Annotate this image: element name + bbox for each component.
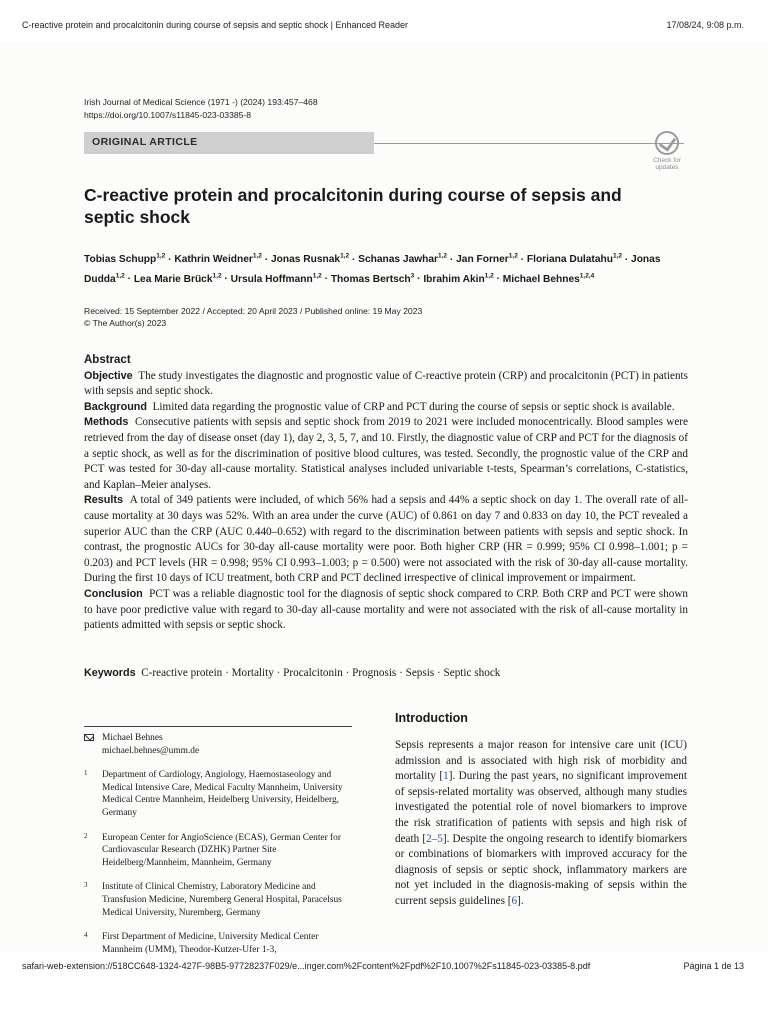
author-name: Jan Forner — [456, 254, 509, 266]
author[interactable] — [423, 274, 493, 285]
author[interactable] — [271, 254, 349, 265]
citation-link[interactable]: 2–5 — [426, 832, 443, 845]
affiliation-number: 2 — [84, 831, 88, 840]
header-rule — [374, 143, 684, 144]
print-footer — [0, 961, 768, 975]
affiliation-number: 1 — [84, 769, 88, 778]
print-page-number: Página 1 de 13 — [683, 961, 744, 971]
author-name: Floriana Dulatahu — [526, 254, 613, 266]
methods-text: Consecutive patients with sepsis and septic shock from 2019 to 2021 were included monocentrically. Blood samples were retrieved from the day of disease onset (day 1), day 2, 3, 5, 7, and 10. Firstly, the diagnostic value of CRP and PCT for the diagnosis of a septic shock, as well as for the discrimination of positive blood cultures, was tested. Secondly, the prognostic value of the CRP and PCT was tested for 30-day all-cause mortality. Statistical analyses included univariable t-tests, Spearman’s correlations, C-statistics, and Kaplan–Meier analyses. — [84, 416, 688, 491]
journal-line: Irish Journal of Medical Science (1971 -) (2024) 193:457–468 — [84, 97, 318, 107]
affiliation — [84, 769, 354, 819]
author-affiliation: 1,2 — [612, 253, 622, 260]
affiliation — [84, 881, 354, 919]
author-name: Tobias Schupp — [84, 254, 157, 266]
results-label: Results — [84, 494, 124, 507]
author-affiliation: 1,2 — [212, 272, 222, 280]
author-name: Thomas Bertsch — [330, 273, 411, 285]
footnote-rule — [84, 726, 352, 727]
author[interactable] — [527, 254, 622, 265]
corresponding-author — [84, 732, 354, 757]
copyright-line: © The Author(s) 2023 — [84, 318, 167, 328]
print-header — [0, 20, 768, 34]
author-name: Michael Behnes — [502, 273, 580, 285]
author-affiliation: 1,2 — [484, 272, 494, 280]
keywords — [84, 666, 688, 681]
envelope-icon — [84, 734, 94, 741]
author[interactable] — [231, 274, 322, 285]
affiliation-list — [84, 769, 354, 956]
author[interactable] — [503, 274, 594, 285]
publication-dates — [84, 305, 644, 329]
article-type-label: ORIGINAL ARTICLE — [92, 136, 198, 148]
affiliation-text: Institute of Clinical Chemistry, Laboratory Medicine and Transfusion Medicine, Nuremberg General Hospital, Paracelsus Medical University, Nuremberg, Germany — [102, 882, 342, 918]
author-name: Jonas Rusnak — [270, 254, 341, 266]
objective-text: The study investigates the diagnostic and prognostic value of C-reactive protein (CRP) and procalcitonin (PCT) in patients with sepsis and septic shock. — [84, 369, 688, 398]
author[interactable] — [84, 254, 165, 265]
author-name: Schanas Jawhar — [358, 254, 439, 266]
dates-line: Received: 15 September 2022 / Accepted: 20 April 2023 / Published online: 19 May 2023 — [84, 306, 423, 316]
author-affiliation: 3 — [410, 272, 415, 280]
keywords-label: Keywords — [84, 667, 136, 679]
affiliation — [84, 931, 354, 956]
author-affiliation: 1,2 — [156, 253, 166, 260]
print-page-title: C-reactive protein and procalcitonin during course of sepsis and septic shock | Enhanced Reader — [22, 20, 409, 30]
affiliation-text: European Center for AngioScience (ECAS), German Center for Cardiovascular Research (DZHK) Partner Site Heidelberg/Mannheim, Mannheim, Germany — [102, 832, 341, 868]
pdf-page — [0, 42, 768, 955]
author-name: Ursula Hoffmann — [230, 273, 313, 285]
footnotes — [84, 732, 354, 968]
author[interactable] — [456, 254, 518, 265]
check-updates-icon — [655, 131, 679, 155]
article-type-bar — [84, 132, 374, 154]
methods-label: Methods — [84, 416, 129, 429]
abstract-objective — [84, 369, 688, 400]
introduction-heading: Introduction — [395, 711, 468, 725]
check-for-updates-badge[interactable] — [646, 131, 688, 175]
badge-text: Check for updates — [653, 157, 681, 171]
author-affiliation: 1,2 — [438, 253, 448, 260]
contact-name: Michael Behnes — [102, 733, 163, 743]
results-text: A total of 349 patients were included, of which 56% had a sepsis and 44% a septic shock on day 1. The overall rate of all-cause mortality at 30 days was 52%. With an area under the curve (AUC) of 0.861 on day 7 and 0.833 on day 10, the PCT revealed a superior AUC than the CRP (AUC 0.440–0.652) with regard to the discrimination between patients with sepsis and septic shock. In contrast, the prognostic AUCs for 30-day all-cause mortality were poor. Both higher CRP (HR = 0.999; 95% CI 0.998–1.001; p = 0.203) and PCT levels (HR = 0.998; 95% CI 0.993–1.003; p = 0.500) were not associated with the risk of 30-day all-cause mortality. During the first 10 days of ICU treatment, both CRP and PCT declined irrespective of clinical improvement or impairment. — [84, 494, 689, 585]
objective-label: Objective — [84, 369, 133, 382]
journal-citation — [84, 96, 504, 122]
author-affiliation: 1,2 — [115, 272, 125, 280]
author-name: Kathrin Weidner — [174, 254, 253, 266]
background-label: Background — [84, 400, 147, 413]
author[interactable] — [134, 274, 222, 285]
abstract-results — [84, 493, 688, 587]
author[interactable] — [174, 254, 262, 265]
keywords-text: C-reactive protein · Mortality · Procalcitonin · Prognosis · Sepsis · Septic shock — [141, 667, 501, 679]
author-list: Tobias Schupp$^{1,2}$ · Kathrin Weidner$^{1,2}$ · Jonas Rusnak$^{1,2}$ · Schanas Jawhar$^{1,2}$ · Jan Forner$^{1,2}$ · Floriana Dulatahu$^{1,2}$ · Jonas Dudda$^{1,2}$ · Lea Marie Brück$^{1,2}$ · Ursula Hoffmann$^{1,2}$ · Thomas Bertsch$^3$ · Ibrahim Akin$^{1,2}$ · Michael Behnes$^{1,2,4}$ — [84, 253, 661, 285]
citation-link[interactable]: 6 — [511, 894, 518, 907]
author[interactable] — [331, 274, 414, 285]
conclusion-text: PCT was a reliable diagnostic tool for the diagnosis of septic shock compared to CRP. Both CRP and PCT were shown to have poor predictive value with regard to 30-day all-cause mortality and were not associated with the risk of all-cause mortality in patients admitted with sepsis or septic shock. — [84, 587, 689, 632]
author-affiliation: 1,2 — [508, 253, 518, 260]
affiliation — [84, 832, 354, 870]
conclusion-label: Conclusion — [84, 587, 143, 600]
abstract-heading: Abstract — [84, 354, 131, 366]
author[interactable] — [358, 254, 447, 265]
author-name: Jonas Dudda — [84, 254, 661, 285]
author-affiliation: 1,2 — [312, 272, 322, 280]
doi-link[interactable]: https://doi.org/10.1007/s11845-023-03385-8 — [84, 110, 252, 120]
author-name: Lea Marie Brück — [133, 273, 213, 285]
affiliation-number: 3 — [84, 881, 88, 890]
print-url: safari-web-extension://518CC648-1324-427F-98B5-97728237F029/e...inger.com%2Fcontent%2Fpdf%2F10.1007%2Fs11845-023-03385-8.pdf — [22, 961, 591, 971]
citation-link[interactable]: 1 — [443, 770, 449, 783]
abstract-methods — [84, 415, 688, 493]
author-affiliation: 1,2,4 — [579, 272, 595, 280]
contact-email[interactable]: michael.behnes@umm.de — [102, 745, 200, 756]
affiliation-number: 4 — [84, 931, 88, 940]
affiliation-text: Department of Cardiology, Angiology, Haemostaseology and Medical Intensive Care, Medical Faculty Mannheim, University Medical Centre Mannheim, Heidelberg University, Heidelberg, Germany — [102, 770, 343, 818]
author-affiliation: 1,2 — [252, 253, 262, 260]
abstract — [84, 353, 688, 634]
background-text: Limited data regarding the prognostic value of CRP and PCT during the course of sepsis or septic shock is available. — [152, 400, 675, 413]
introduction-text: Sepsis represents a major reason for intensive care unit (ICU) admission and is associated with high risk of morbidity and mortality [1]. During the past years, no significant improvement of sepsis-related mortality was observed, although many studies investigated the potential role of novel biomarkers to improve the risk stratification of patients with sepsis and high risk of death [2–5]. Despite the ongoing research to identify biomarkers or combinations of biomarkers with improved accuracy for the diagnosis of sepsis or septic shock, inflammatory markers are not yet included in the diagnosis-making of sepsis within the current sepsis guidelines [6]. — [395, 739, 688, 907]
affiliation-text: First Department of Medicine, University Medical Center Mannheim (UMM), Theodor-Kutzer-Ufer 1-3, — [102, 932, 319, 955]
abstract-conclusion — [84, 587, 688, 634]
print-timestamp: 17/08/24, 9:08 p.m. — [666, 20, 744, 30]
article-title: C-reactive protein and procalcitonin during course of sepsis and septic shock — [84, 185, 622, 227]
author-affiliation: 1,2 — [340, 253, 350, 260]
abstract-background — [84, 400, 688, 416]
author-name: Ibrahim Akin — [423, 273, 485, 285]
